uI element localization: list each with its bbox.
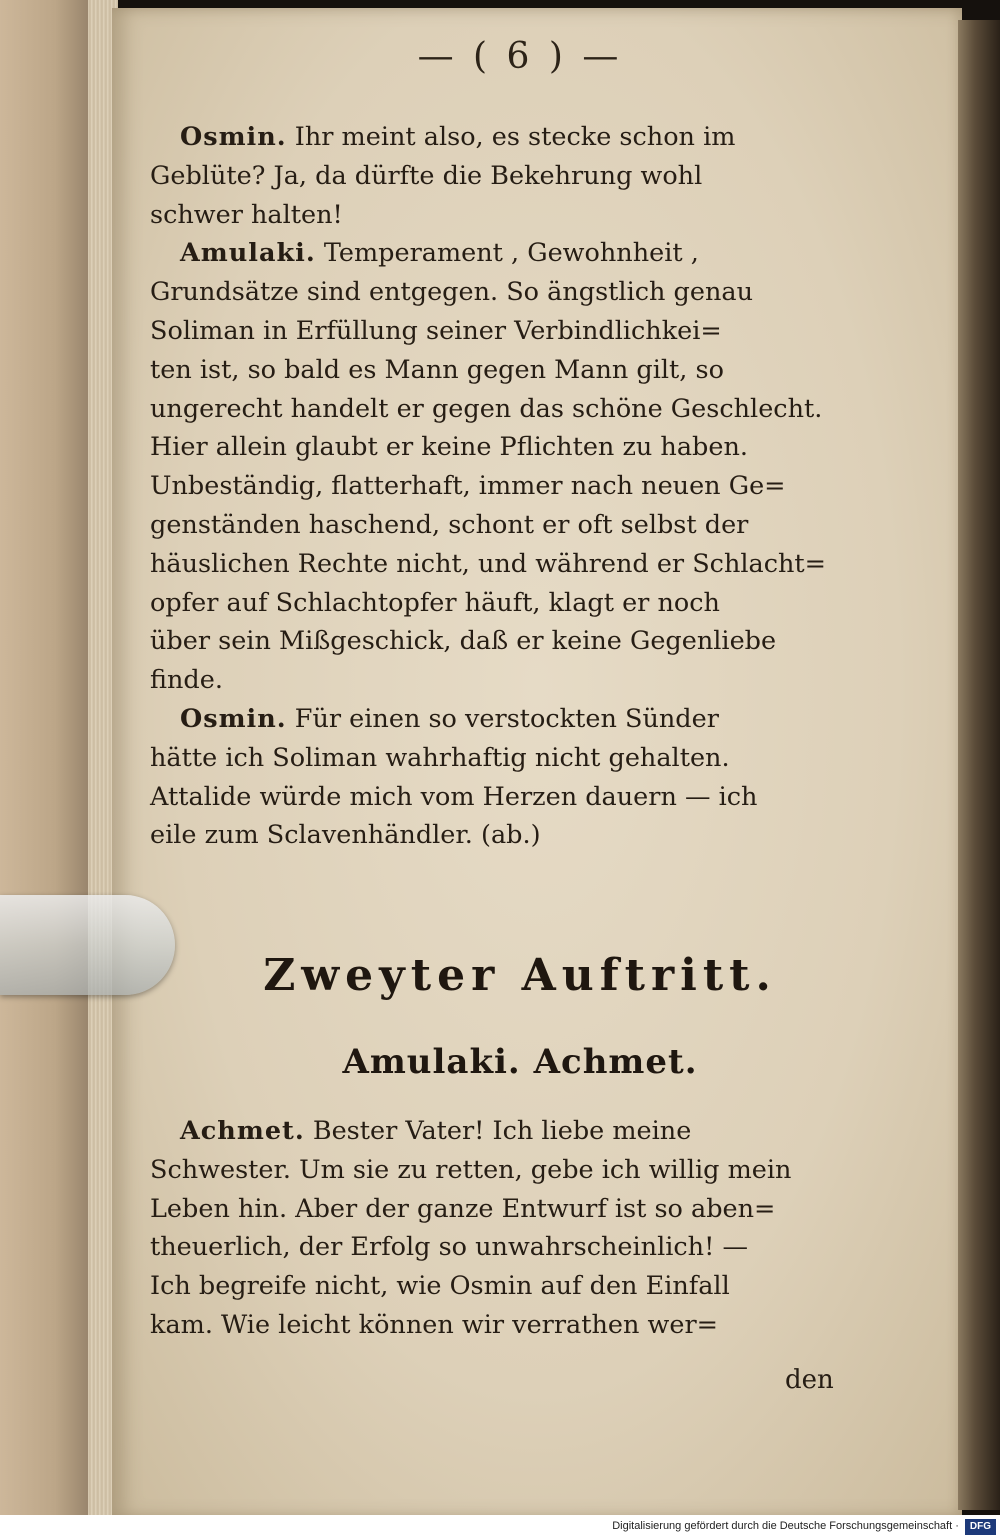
speech-osmin-2 [150, 700, 890, 855]
page-gutter-shadow [958, 20, 1000, 1510]
scene-persons: Amulaki. Achmet. [342, 1042, 698, 1082]
text-line: kam. Wie leicht können wir verrathen wer= [150, 1309, 719, 1340]
speaker-name: Amulaki. [180, 238, 316, 269]
text-line: Osmin. Für einen so verstockten Sünder [180, 703, 719, 734]
text-line: Geblüte? Ja, da dürfte die Bekehrung wohl [150, 160, 703, 191]
speech-achmet [150, 1112, 890, 1345]
footer-text: Digitalisierung gefördert durch die Deutsche Forschungsgemeinschaft · [612, 1520, 959, 1532]
text-line: finde. [150, 665, 223, 696]
text-line: Grundsätze sind entgegen. So ängstlich genau [150, 277, 754, 308]
book-cover-board [0, 0, 100, 1537]
text-line: ungerecht handelt er gegen das schöne Geschlecht. [150, 393, 823, 424]
speaker-name: Achmet. [180, 1116, 305, 1146]
text-line: schwer halten! [150, 199, 343, 230]
text-line: über sein Mißgeschick, daß er keine Gegenliebe [150, 626, 777, 657]
text-block-bottom [150, 1112, 890, 1345]
text-block-top [150, 118, 890, 855]
speaker-name: Osmin. [180, 122, 287, 152]
speaker-name: Osmin. [180, 703, 287, 734]
text-line: Hier allein glaubt er keine Pflichten zu haben. [150, 432, 748, 463]
text-line: häuslichen Rechte nicht, und während er Schlacht= [150, 548, 827, 579]
text-line: Amulaki. Temperament , Gewohnheit , [180, 238, 699, 269]
text-line: Osmin. Ihr meint also, es stecke schon im [180, 122, 736, 152]
text-line: hätte ich Soliman wahrhaftig nicht gehalten. [150, 742, 730, 773]
text-line: theuerlich, der Erfolg so unwahrscheinlich! — [150, 1232, 748, 1263]
scene-heading: Zweyter Auftritt. [263, 950, 777, 1001]
page-number: — ( 6 ) — [417, 36, 623, 77]
text-line: Unbeständig, flatterhaft, immer nach neuen Ge= [150, 471, 786, 502]
dfg-logo: DFG [965, 1519, 996, 1535]
catchword: den [785, 1365, 834, 1395]
speech-amulaki [150, 234, 890, 700]
text-line: Leben hin. Aber der ganze Entwurf ist so aben= [150, 1193, 776, 1224]
text-line: ten ist, so bald es Mann gegen Mann gilt, so [150, 354, 724, 385]
text-line: Soliman in Erfüllung seiner Verbindlichkei= [150, 315, 722, 346]
text-line: eile zum Sclavenhändler. (ab.) [150, 820, 541, 851]
text-line: Ich begreife nicht, wie Osmin auf den Einfall [150, 1271, 730, 1302]
speech-osmin-1 [150, 118, 890, 234]
text-line: genständen haschend, schont er oft selbst der [150, 509, 749, 540]
funding-footer [0, 1515, 1000, 1537]
page-clip [0, 895, 175, 995]
text-line: Achmet. Bester Vater! Ich liebe meine [180, 1116, 692, 1146]
text-line: Attalide würde mich vom Herzen dauern — ich [150, 781, 758, 812]
text-line: Schwester. Um sie zu retten, gebe ich willig mein [150, 1154, 792, 1185]
text-line: opfer auf Schlachtopfer häuft, klagt er noch [150, 587, 720, 618]
